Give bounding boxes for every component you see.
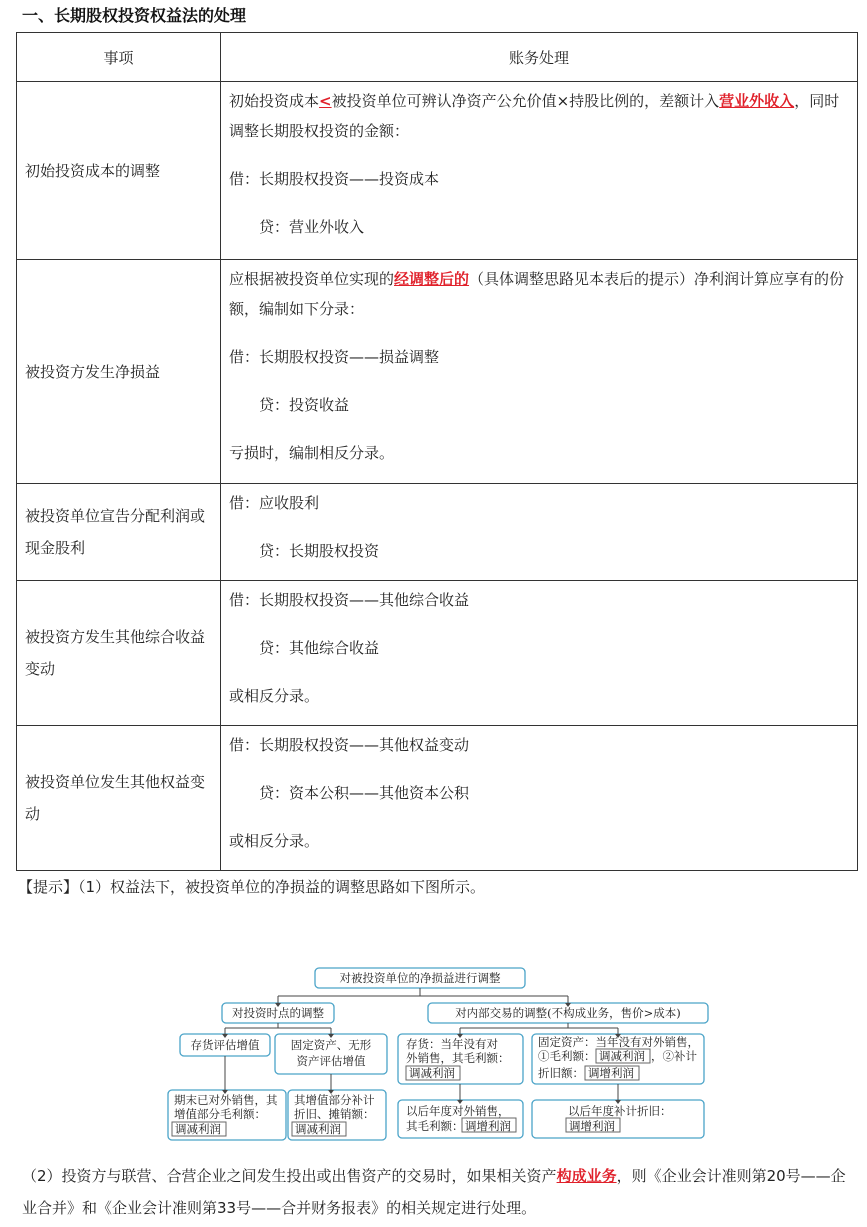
credit-entry: 贷：长期股权投资 <box>259 542 380 560</box>
diagram-fa-line1: 固定资产：当年没有对外销售， <box>538 1035 699 1049</box>
section-title: 一、长期股权投资权益法的处理 <box>22 6 247 25</box>
diagram-fa-line3: 折旧额： <box>538 1066 584 1080</box>
debit-entry: 借：应收股利 <box>229 494 320 512</box>
credit-entry: 贷：投资收益 <box>259 396 350 414</box>
diagram-inv-leaf-tag: 调减利润 <box>175 1122 221 1136</box>
diagram-inv-leaf-line1: 期末已对外销售，其 <box>174 1093 278 1107</box>
diagram-later-fa-line1: 以后年度补计折旧： <box>568 1104 672 1118</box>
row-item: 初始投资成本的调整 <box>17 82 221 260</box>
row-treatment <box>221 260 858 484</box>
credit-entry: 贷：其他综合收益 <box>259 639 380 657</box>
row-item: 被投资方发生净损益 <box>17 260 221 484</box>
diagram-fa-line3-tag: 调增利润 <box>588 1066 634 1080</box>
table-row <box>17 82 858 260</box>
row-item: 被投资方发生其他综合收益变动 <box>17 581 221 726</box>
header-item: 事项 <box>17 33 221 82</box>
diagram-right-branch: 对内部交易的调整(不构成业务，售价>成本) <box>455 1006 681 1020</box>
credit-entry: 贷：营业外收入 <box>259 218 365 236</box>
diagram-fixed-line2: 资产评估增值 <box>296 1054 366 1068</box>
diagram-later-fa-tag: 调增利润 <box>569 1119 615 1133</box>
loss-note: 亏损时，编制相反分录。 <box>229 444 395 462</box>
diagram-fixed-line1: 固定资产、无形 <box>290 1038 372 1052</box>
diagram-fa-line2b: ，②补计 <box>651 1049 697 1063</box>
row-treatment <box>221 726 858 871</box>
diagram-later-stock-line2: 其毛利额： <box>406 1119 464 1133</box>
diagram-inventory: 存货评估增值 <box>190 1038 260 1052</box>
table-row <box>17 260 858 484</box>
debit-entry: 借：长期股权投资——投资成本 <box>229 170 440 188</box>
diagram-later-stock-tag: 调增利润 <box>465 1119 511 1133</box>
treatment-text: 初始投资成本<被投资单位可辨认净资产公允价值×持股比例的，差额计入营业外收入，同时调整长期股权投资的金额： <box>229 92 840 140</box>
reverse-note: 或相反分录。 <box>229 832 320 850</box>
table-header-row <box>17 33 858 82</box>
diagram-later-stock-line1: 以后年度对外销售， <box>406 1104 510 1118</box>
debit-entry: 借：长期股权投资——其他权益变动 <box>229 736 470 754</box>
diagram-fixed-leaf-tag: 调减利润 <box>295 1122 341 1136</box>
debit-entry: 借：长期股权投资——其他综合收益 <box>229 591 470 609</box>
diagram-root: 对被投资单位的净损益进行调整 <box>339 971 501 985</box>
treatment-text: 应根据被投资单位实现的经调整后的（具体调整思路见本表后的提示）净利润计算应享有的份额，编制如下分录： <box>229 270 845 318</box>
header-treatment: 账务处理 <box>221 33 858 82</box>
adjustment-diagram <box>160 960 720 1150</box>
tip-text: 【提示】（1）权益法下，被投资单位的净损益的调整思路如下图所示。 <box>18 878 486 896</box>
row-treatment <box>221 581 858 726</box>
reverse-note: 或相反分录。 <box>229 687 320 705</box>
diagram-stock-line2: 外销售，其毛利额： <box>406 1051 510 1065</box>
note-2: （2）投资方与联营、合营企业之间发生投出或出售资产的交易时，如果相关资产构成业务，则《企业会计准则第20号——企业合并》和《企业会计准则第33号——合并财务报表》的相关规定进行处理。 <box>22 1167 846 1217</box>
table-row <box>17 726 858 871</box>
diagram-left-branch: 对投资时点的调整 <box>232 1006 324 1020</box>
row-treatment <box>221 484 858 581</box>
credit-entry: 贷：资本公积——其他资本公积 <box>259 784 470 802</box>
table-row <box>17 581 858 726</box>
row-item: 被投资单位宣告分配利润或现金股利 <box>17 484 221 581</box>
row-item: 被投资单位发生其他权益变动 <box>17 726 221 871</box>
diagram-stock-line1: 存货：当年没有对 <box>406 1037 498 1051</box>
table-row <box>17 484 858 581</box>
diagram-fixed-leaf-line1: 其增值部分补计 <box>294 1093 375 1107</box>
diagram-stock-tag: 调减利润 <box>409 1066 455 1080</box>
accounting-table <box>16 32 858 871</box>
diagram-inv-leaf-line2: 增值部分毛利额： <box>174 1107 266 1121</box>
diagram-fa-line2a: ①毛利额： <box>538 1049 596 1063</box>
diagram-fixed-leaf-line2: 折旧、摊销额： <box>294 1107 375 1121</box>
debit-entry: 借：长期股权投资——损益调整 <box>229 348 440 366</box>
diagram-fa-line2-tag: 调减利润 <box>599 1049 645 1063</box>
row-treatment <box>221 82 858 260</box>
